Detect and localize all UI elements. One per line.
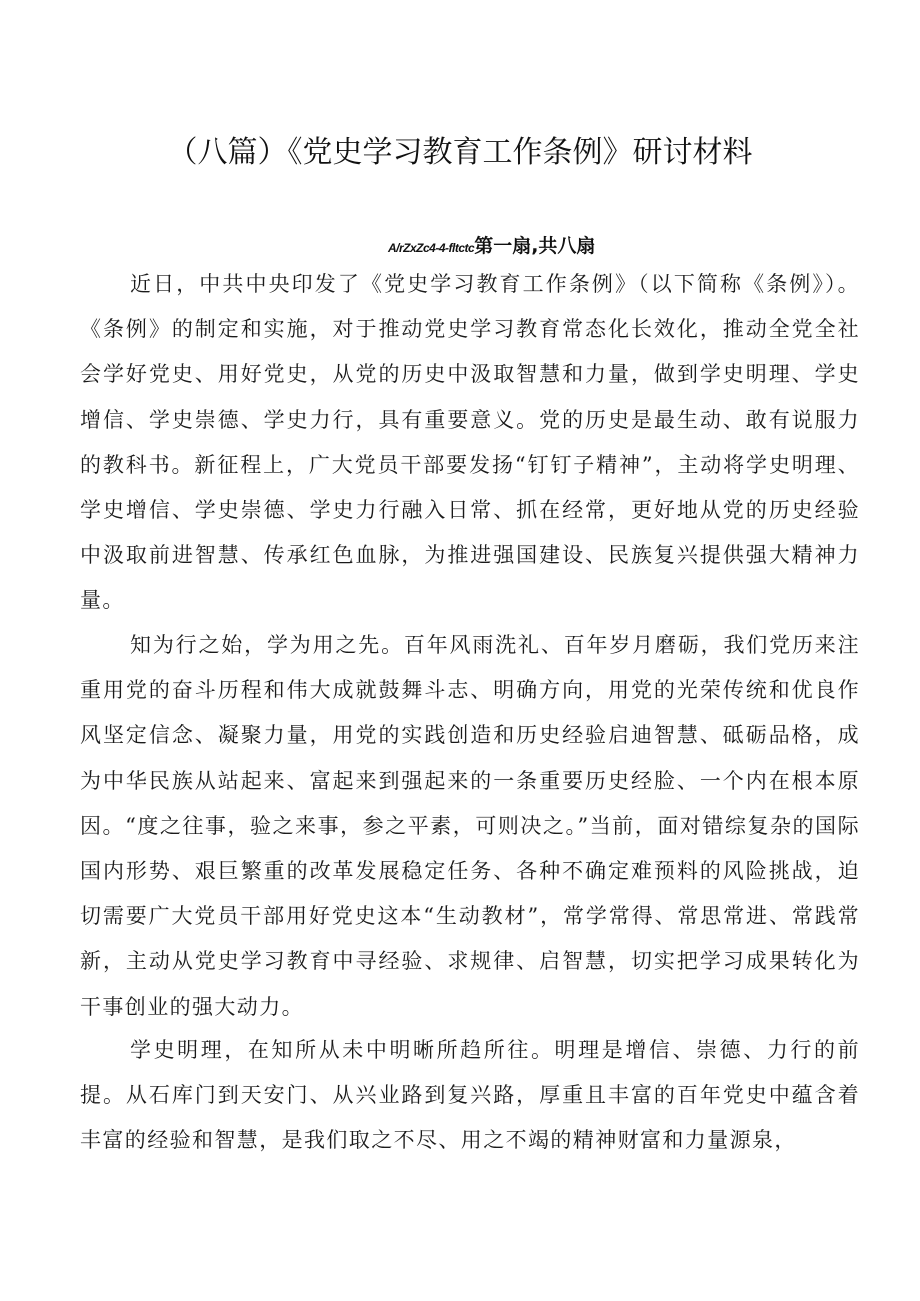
section-heading-label: 第一扇,共八扇 [474,235,596,257]
paragraph-2: 知为行之始，学为用之先。百年风雨洗礼、百年岁月磨砺，我们党历来注重用党的奋斗历程和伟大成就鼓舞斗志、明确方向，用党的光荣传统和优良作风坚定信念、凝聚力量，用党的实践创造和历史经验启迪智慧、砥砺品格，成为中华民族从站起来、富起来到强起来的一条重要历史经脸、一个内在根本原因。“度之往事，验之来事，参之平素，可则决之。”当前，面对错综复杂的国际国内形势、艰巨繁重的改革发展稳定任务、各种不确定难预料的风险挑战，迫切需要广大党员干部用好党史这本“生动教材”，常学常得、常思常进、常践常新，主动从党史学习教育中寻经验、求规律、启智慧，切实把学习成果转化为干事创业的强大动力。 [80,633,860,1019]
paragraph-3: 学史明理，在知所从未中明晰所趋所往。明理是增信、崇德、力行的前提。从石库门到天安门、从兴业路到复兴路，厚重且丰富的百年党史中蕴含着丰富的经验和智慧，是我们取之不尽、用之不竭的精神财富和力量源泉， [80,1038,860,1153]
section-heading-prefix: A/rZxZc4-4-fltctc [388,241,475,255]
paragraph-1: 近日，中共中央印发了《党史学习教育工作条例》（以下简称《条例》）。《条例》的制定和实施，对于推动党史学习教育常态化长效化，推动全党全社会学好党史、用好党史，从党的历史中汲取智慧和力量，做到学史明理、学史增信、学史崇德、学史力行，具有重要意义。党的历史是最生动、敢有说服力的教科书。新征程上，广大党员干部要发扬“钉钉子精神”，主动将学史明理、学史增信、学史崇德、学史力行融入日常、抓在经常，更好地从党的历史经验中汲取前进智慧、传承红色血脉，为推进强国建设、民族复兴提供强大精神力量。 [80,272,860,613]
document-title: （八篇）《党史学习教育工作条例》研讨材料 [167,135,753,170]
section-heading [388,231,595,258]
